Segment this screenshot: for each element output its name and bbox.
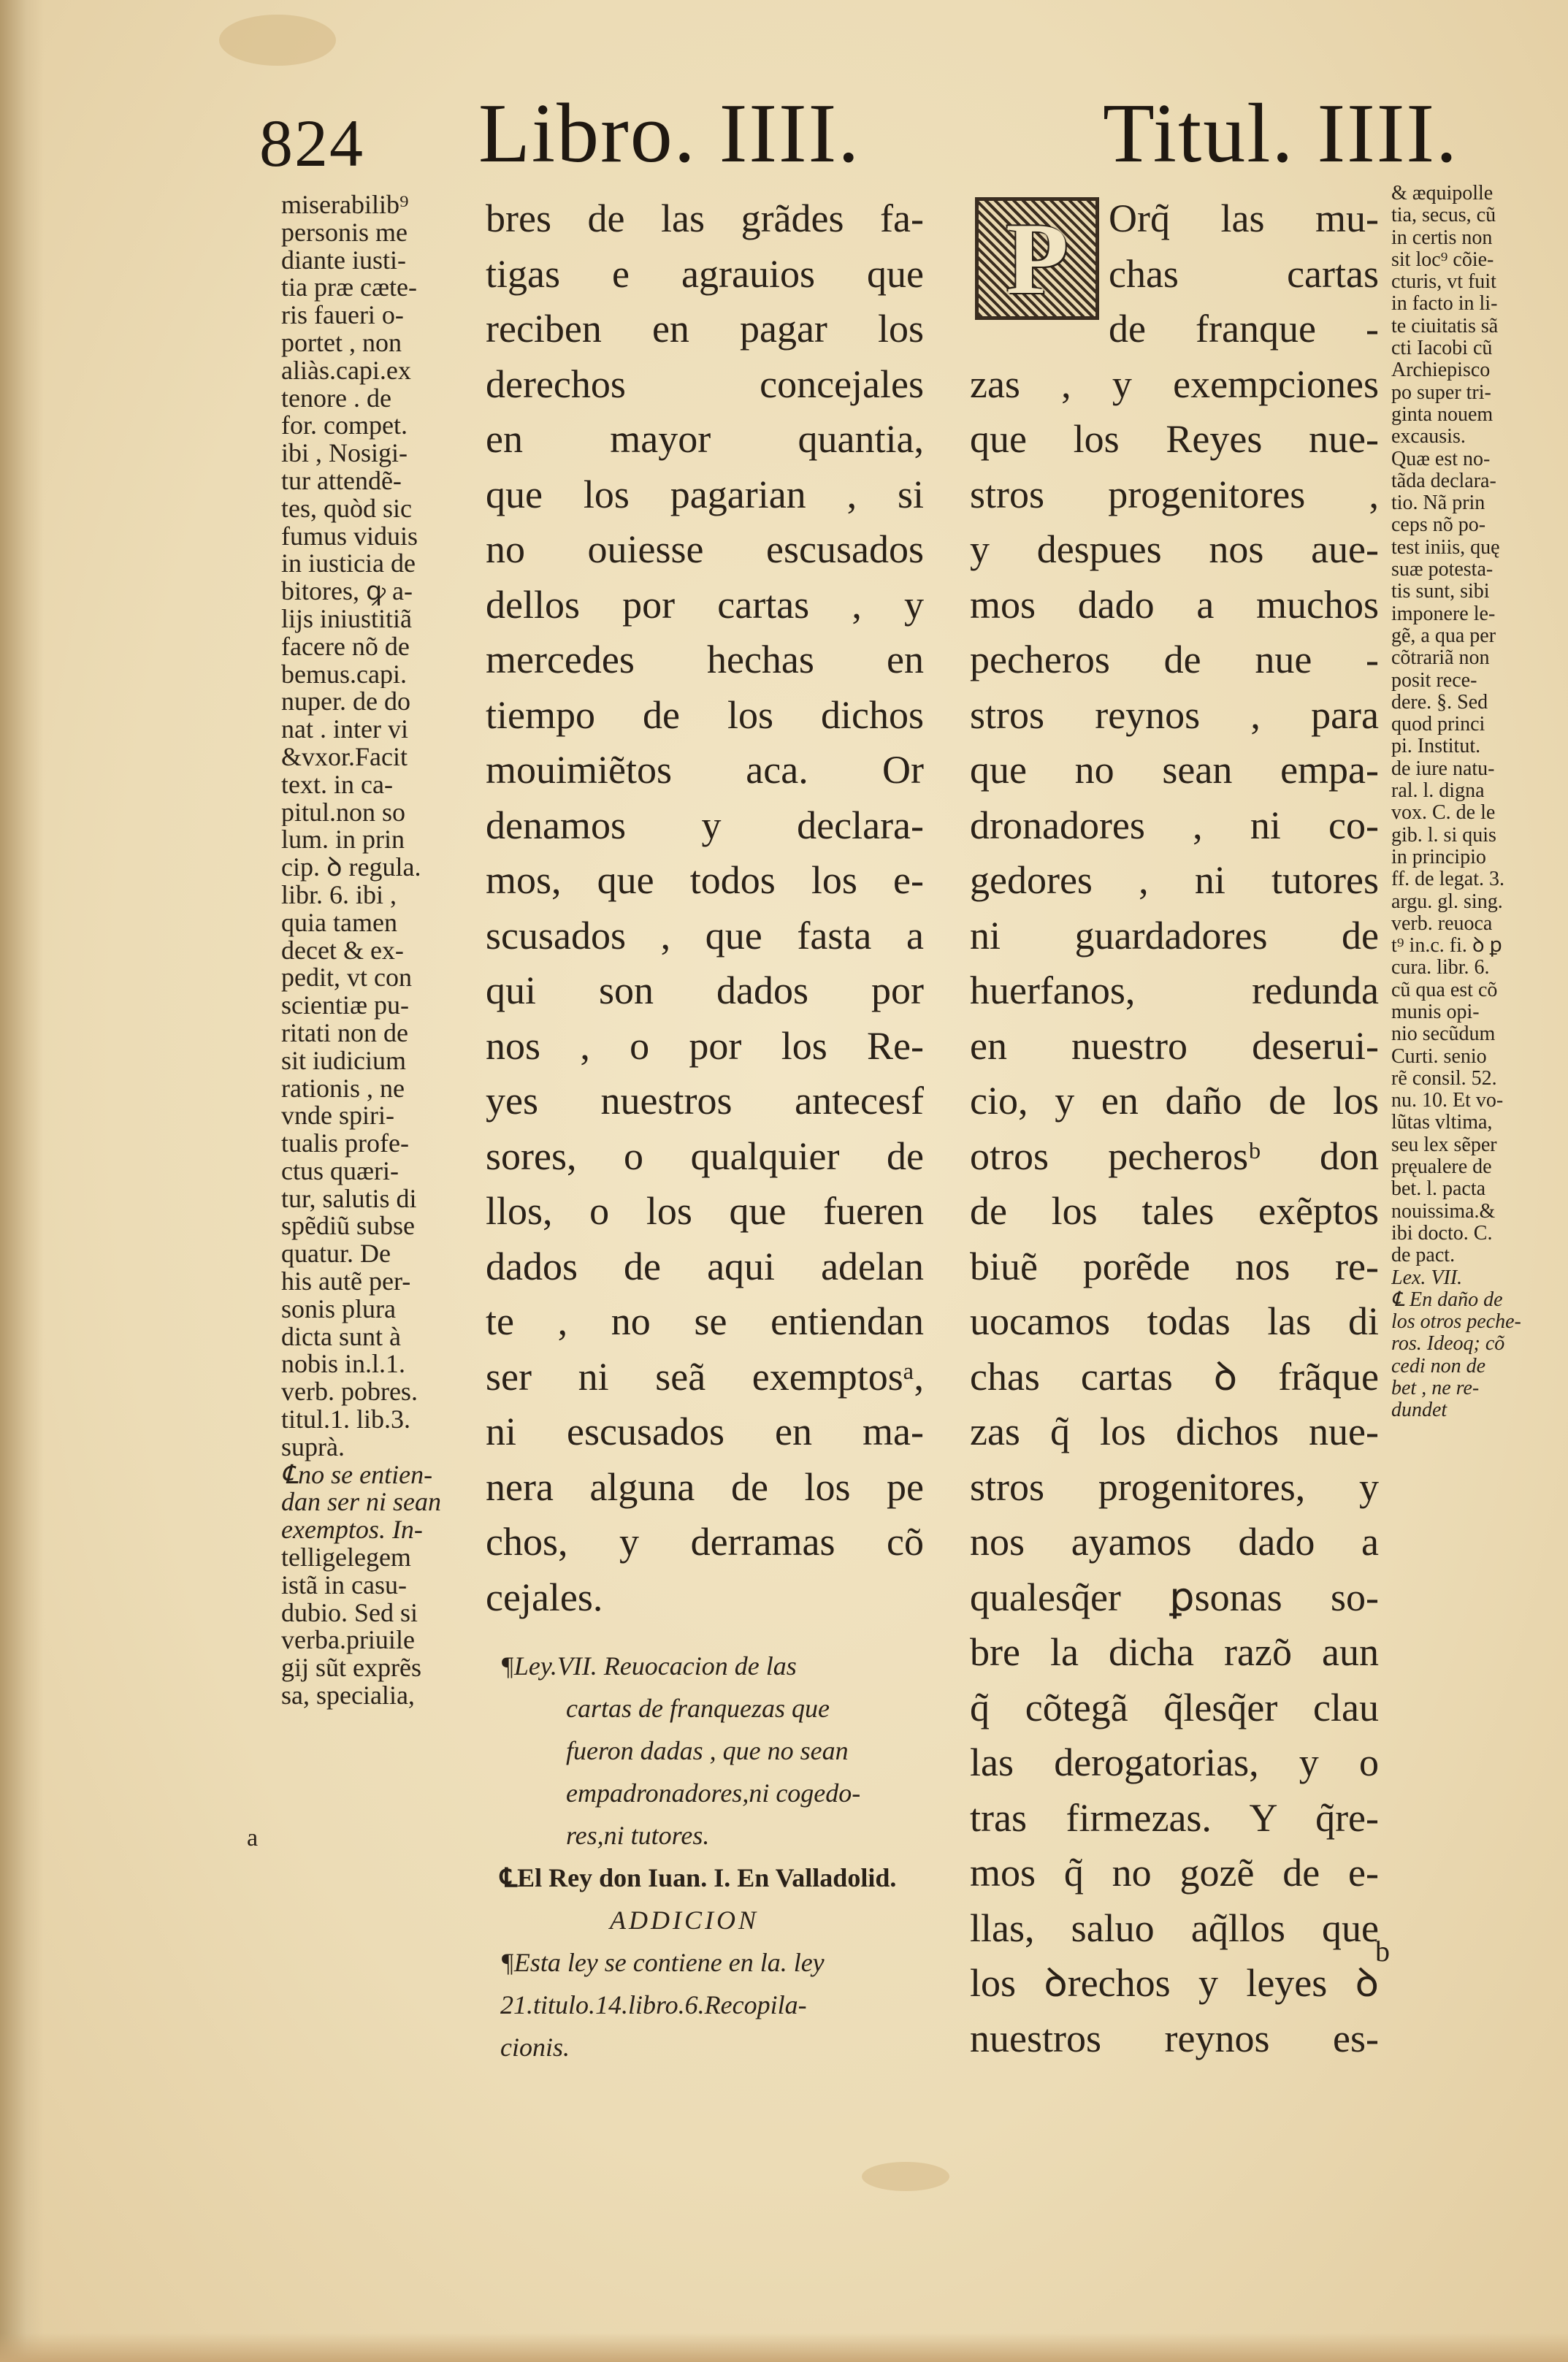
- page-bottom-edge: [0, 2333, 1568, 2362]
- text-line: 21.titulo.14.libro.6.Recopila-: [500, 1990, 807, 2019]
- text-line: tes, quòd sic: [281, 494, 412, 523]
- text-line: llos, o los que fueren: [486, 1189, 924, 1233]
- text-line: qui son dados por: [486, 968, 924, 1012]
- text-line: nouissima.&: [1391, 1200, 1496, 1223]
- text-line: cũ qua est cõ: [1391, 979, 1498, 1001]
- text-line: ¶Esta ley se contiene en la. ley: [500, 1948, 825, 1977]
- text-line: lum. in prin: [281, 826, 405, 855]
- text-line: argu. gl. sing.: [1391, 890, 1503, 913]
- text-line: tio. Nã prin: [1391, 492, 1485, 515]
- text-line: chas cartas: [1109, 251, 1379, 296]
- text-line: tras firmezas. Y q̃re-: [970, 1795, 1379, 1840]
- text-line: lijs iniustitiã: [281, 605, 413, 633]
- text-line: derechos concejales: [486, 362, 924, 406]
- paper-stain: [862, 2162, 949, 2191]
- text-line: ctus quæri-: [281, 1157, 399, 1185]
- text-line: in facto in li-: [1391, 293, 1498, 316]
- text-line: ibi , Nosigi-: [281, 440, 408, 467]
- text-line: dados de aqui adelan: [486, 1244, 924, 1288]
- text-line: dundet: [1391, 1399, 1447, 1422]
- text-line: ni escusados en ma-: [486, 1410, 924, 1453]
- addicion-text: [500, 1941, 938, 2068]
- paper-stain: [219, 15, 336, 66]
- text-line: bre la dicha razõ aun: [970, 1630, 1379, 1674]
- text-line: te , no se entiendan: [486, 1299, 924, 1343]
- text-line: gib. l. si quis: [1391, 824, 1496, 846]
- text-line: ceps nõ po-: [1391, 514, 1486, 537]
- text-line: in iusticia de: [281, 550, 416, 578]
- text-line: biuẽ porẽde nos re-: [970, 1244, 1379, 1288]
- text-line: cõtrariã non: [1391, 647, 1490, 670]
- text-line: exemptos. In-: [281, 1516, 423, 1545]
- text-line: en nuestro deserui-: [970, 1023, 1379, 1068]
- text-line: tia præ cæte-: [281, 274, 417, 302]
- text-line: munis opi-: [1391, 1001, 1480, 1023]
- text-line: qualesq̃er ꝑsonas so-: [970, 1575, 1379, 1619]
- text-line: res,ni tutores.: [566, 1821, 710, 1850]
- text-line: llas, saluo aq̃llos que: [970, 1906, 1379, 1950]
- text-line: de pact.: [1391, 1245, 1456, 1267]
- text-line: gedores , ni tutores: [970, 858, 1379, 902]
- main-text-lines: [486, 191, 924, 1625]
- text-line: cturis, vt fuit: [1391, 271, 1496, 294]
- text-line: zas , y exempciones: [970, 362, 1379, 406]
- text-line: his autẽ per-: [281, 1268, 411, 1296]
- text-line: Archiepisco: [1391, 359, 1491, 382]
- text-line: chos, y derramas cõ: [486, 1520, 924, 1564]
- text-line: t⁹ in.c. fi. ꝺ ꝑ: [1391, 935, 1502, 958]
- text-line: verba.priuile: [281, 1627, 415, 1655]
- text-line: mos, que todos los e-: [486, 858, 924, 902]
- page-gutter-shadow: [0, 0, 44, 2362]
- text-line: tis sunt, sibi: [1391, 581, 1490, 603]
- text-line: mos q̃ no gozẽ de e-: [970, 1851, 1379, 1895]
- text-line: mouimiẽtos aca. Or: [486, 748, 924, 792]
- text-line: po super tri-: [1391, 381, 1491, 404]
- text-line: ros. Ideoq; cõ: [1391, 1333, 1505, 1356]
- text-line: ff. de legat. 3.: [1391, 868, 1504, 891]
- text-line: pi. Institut.: [1391, 735, 1481, 758]
- text-line: gij sũt exprẽs: [281, 1654, 421, 1683]
- text-line: & æquipolle: [1391, 183, 1494, 205]
- text-line: decet & ex-: [281, 936, 404, 965]
- text-line: dellos por cartas , y: [486, 582, 924, 627]
- main-text-column-2: [970, 191, 1379, 2066]
- text-line: uocamos todas las di: [970, 1299, 1379, 1343]
- text-line: pitul.non so: [281, 798, 406, 827]
- text-line: istã in casu-: [281, 1571, 407, 1599]
- text-line: quia tamen: [281, 909, 397, 937]
- text-line: nuper. de do: [281, 688, 410, 716]
- text-line: vnde spiri-: [281, 1102, 394, 1131]
- text-line: que los Reyes nue-: [970, 417, 1379, 461]
- text-line: ¶Ley.VII. Reuocacion de las: [500, 1651, 797, 1681]
- text-line: dronadores , ni co-: [970, 803, 1379, 847]
- text-line: huerfanos, redunda: [970, 968, 1379, 1012]
- text-line: cio, y en daño de los: [970, 1079, 1379, 1123]
- text-line: rẽ consil. 52.: [1391, 1067, 1497, 1090]
- text-line: tia, secus, cũ: [1391, 205, 1496, 227]
- text-line: ral. l. digna: [1391, 780, 1485, 803]
- text-line: ritati non de: [281, 1019, 408, 1047]
- text-line: ℄no se entien-: [281, 1461, 433, 1489]
- text-line: portet , non: [281, 329, 402, 357]
- text-line: ser ni seã exemptosᵃ,: [486, 1354, 924, 1399]
- text-line: las derogatorias, y o: [970, 1740, 1379, 1784]
- page-number: 824: [259, 106, 364, 180]
- text-line: titul.1. lib.3.: [281, 1406, 411, 1434]
- text-line: sores, o qualquier de: [486, 1134, 924, 1178]
- text-line: rationis , ne: [281, 1074, 405, 1103]
- text-line: te ciuitatis sã: [1391, 315, 1499, 337]
- text-line: otros pecherosᵇ don: [970, 1134, 1379, 1178]
- text-line: chas cartas ꝺ frãque: [970, 1354, 1379, 1399]
- text-line: stros reynos , para: [970, 692, 1379, 737]
- text-line: dan ser ni sean: [281, 1488, 441, 1517]
- text-line: quatur. De: [281, 1240, 391, 1269]
- text-line: de iure natu-: [1391, 757, 1495, 780]
- text-line: tenore . de: [281, 384, 391, 413]
- text-line: zas q̃ los dichos nue-: [970, 1410, 1379, 1453]
- text-line: diante iusti-: [281, 246, 406, 275]
- text-line: personis me: [281, 218, 408, 247]
- note-marker-b: b: [1375, 1935, 1390, 1968]
- text-line: cejales.: [486, 1575, 603, 1619]
- text-line: que no sean empa-: [970, 748, 1379, 792]
- text-line: ni guardadores de: [970, 913, 1379, 958]
- text-line: de los tales exẽptos: [970, 1189, 1379, 1233]
- text-line: aliàs.capi.ex: [281, 356, 411, 385]
- text-line: excausis.: [1391, 426, 1466, 448]
- text-line: bitores, ꝙ a-: [281, 578, 413, 605]
- text-line: quod princi: [1391, 714, 1485, 736]
- text-line: yes nuestros antecesf: [486, 1079, 924, 1123]
- text-line: nu. 10. Et vo-: [1391, 1090, 1504, 1112]
- text-line: cartas de franquezas que: [566, 1694, 830, 1723]
- text-line: in certis non: [1391, 226, 1493, 249]
- text-line: dicta sunt à: [281, 1323, 401, 1351]
- law-rubric: [500, 1645, 938, 1857]
- text-line: ℄ En daño de: [1391, 1288, 1503, 1311]
- text-line: pręualere de: [1391, 1156, 1492, 1179]
- text-line: sonis plura: [281, 1295, 396, 1323]
- text-line: text. in ca-: [281, 771, 393, 799]
- text-line: reciben en pagar los: [486, 307, 924, 351]
- text-line: nos , o por los Re-: [486, 1023, 924, 1068]
- text-line: gẽ, a qua per: [1391, 624, 1496, 647]
- note-marker-a: a: [247, 1824, 259, 1851]
- text-line: nera alguna de los pe: [486, 1464, 924, 1509]
- text-line: tur attendẽ-: [281, 467, 402, 495]
- running-head-libro: Libro. IIII.: [478, 87, 861, 180]
- text-line: Quæ est no-: [1391, 448, 1491, 470]
- text-line: posit rece-: [1391, 669, 1477, 692]
- text-line: verb. reuoca: [1391, 912, 1493, 935]
- text-line: pecheros de nue -: [970, 638, 1379, 681]
- main-text-column-1: [486, 191, 924, 2062]
- text-line: ginta nouem: [1391, 403, 1494, 426]
- text-line: test iniis, quę: [1391, 536, 1500, 559]
- text-line: ris faueri o-: [281, 302, 404, 329]
- text-line: suprà.: [281, 1433, 345, 1461]
- text-line: cionis.: [500, 2033, 570, 2062]
- text-line: tãda declara-: [1391, 470, 1496, 492]
- text-line: empadronadores,ni cogedo-: [566, 1778, 861, 1808]
- left-gloss-column: [281, 191, 471, 1710]
- text-line: Curti. senio: [1391, 1045, 1487, 1068]
- text-line: cura. libr. 6.: [1391, 957, 1490, 979]
- text-line: in principio: [1391, 846, 1486, 868]
- text-line: tigas e agrauios que: [486, 251, 924, 296]
- text-line: nat . inter vi: [281, 716, 408, 744]
- text-line: scusados , que fasta a: [486, 913, 924, 958]
- text-line: dere. §. Sed: [1391, 691, 1488, 714]
- text-line: Lex. VII.: [1391, 1266, 1463, 1289]
- text-line: mercedes hechas en: [486, 638, 924, 681]
- text-line: los ꝺrechos y leyes ꝺ: [970, 1961, 1379, 2005]
- text-line: sit loc⁹ cõie-: [1391, 248, 1494, 271]
- text-line: vox. C. de le: [1391, 802, 1496, 825]
- decorated-initial: P: [975, 197, 1099, 320]
- text-line: tur, salutis di: [281, 1185, 417, 1213]
- text-line: stros progenitores ,: [970, 472, 1379, 516]
- text-line: sa, specialia,: [281, 1682, 415, 1710]
- text-line: fumus viduis: [281, 522, 418, 551]
- text-line: nuestros reynos es-: [970, 2016, 1379, 2060]
- text-line: spẽdiũ subse: [281, 1212, 415, 1241]
- text-line: nos ayamos dado a: [970, 1520, 1379, 1564]
- text-line: sit iudicium: [281, 1047, 406, 1075]
- text-line: no ouiesse escusados: [486, 527, 924, 571]
- text-line: ibi docto. C.: [1391, 1222, 1493, 1245]
- text-line: los otros peche-: [1391, 1311, 1521, 1334]
- text-line: nio secũdum: [1391, 1023, 1496, 1046]
- addicion-title: ADDICION: [610, 1906, 759, 1935]
- law-rubric-block: [500, 1645, 938, 2068]
- text-line: fueron dadas , que no sean: [566, 1736, 849, 1765]
- text-line: bet. l. pacta: [1391, 1178, 1486, 1201]
- text-line: stros progenitores, y: [970, 1464, 1379, 1509]
- text-line: mos dado a muchos: [970, 582, 1379, 627]
- king-line: ℄El Rey don Iuan. I. En Valladolid.: [500, 1863, 897, 1892]
- text-line: cedi non de: [1391, 1355, 1486, 1377]
- text-line: seu lex sẽper: [1391, 1134, 1497, 1156]
- text-line: dubio. Sed si: [281, 1599, 418, 1627]
- text-line: denamos y declara-: [486, 803, 924, 847]
- running-head-titul: Titul. IIII.: [1103, 87, 1458, 180]
- text-line: y despues nos aue-: [970, 527, 1379, 571]
- text-line: nobis in.l.1.: [281, 1350, 406, 1379]
- text-line: facere nõ de: [281, 632, 410, 661]
- text-line: tualis profe-: [281, 1130, 409, 1158]
- text-line: que los pagarian , si: [486, 472, 924, 516]
- text-line: scientiæ pu-: [281, 992, 409, 1020]
- text-line: libr. 6. ibi ,: [281, 881, 397, 909]
- text-line: Orq̃ las mu-: [1109, 196, 1379, 240]
- text-line: en mayor quantia,: [486, 417, 924, 461]
- text-line: bet , ne re-: [1391, 1377, 1480, 1400]
- text-line: miserabilib⁹: [281, 191, 409, 219]
- right-gloss-column: [1391, 183, 1537, 1422]
- text-line: for. compet.: [281, 412, 408, 440]
- text-line: verb. pobres.: [281, 1378, 418, 1407]
- text-line: telligelegem: [281, 1544, 411, 1572]
- text-line: imponere le-: [1391, 603, 1496, 625]
- text-line: q̃ cõtegã q̃lesq̃er clau: [970, 1685, 1379, 1730]
- text-line: tiempo de los dichos: [486, 692, 924, 737]
- text-line: de franque -: [1109, 307, 1379, 351]
- text-line: &vxor.Facit: [281, 743, 408, 771]
- text-line: cti Iacobi cũ: [1391, 337, 1493, 360]
- text-line: cip. ꝺ regula.: [281, 854, 421, 882]
- text-line: bemus.capi.: [281, 660, 407, 689]
- text-line: lũtas vltima,: [1391, 1112, 1493, 1134]
- text-line: suæ potesta-: [1391, 559, 1494, 581]
- text-line: pedit, vt con: [281, 964, 412, 993]
- text-line: bres de las grãdes fa-: [486, 196, 924, 240]
